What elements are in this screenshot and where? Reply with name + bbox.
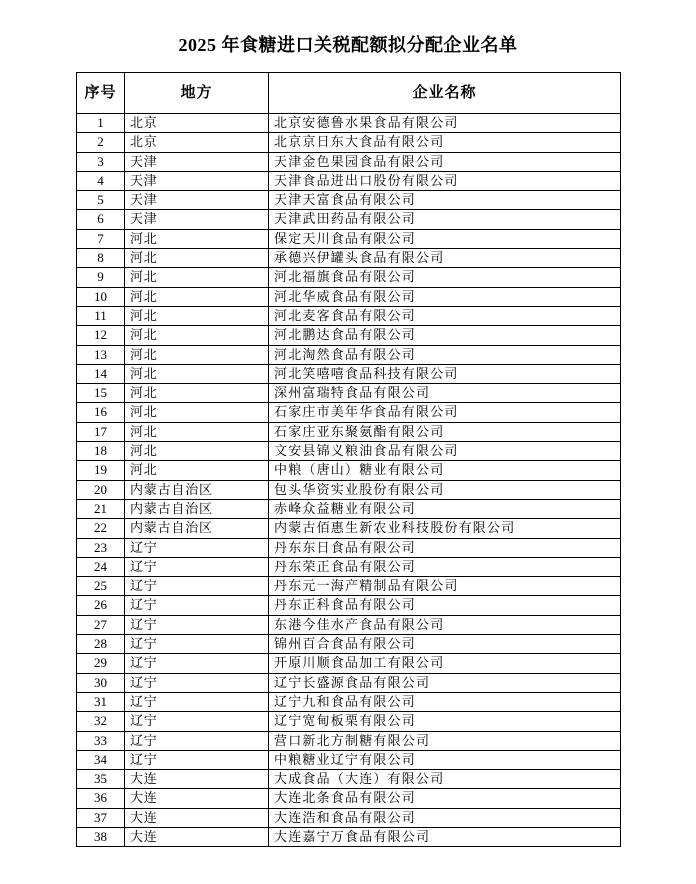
row-company: 大成食品（大连）有限公司 [268,770,620,788]
row-company: 北京安德鲁水果食品有限公司 [268,114,620,132]
row-region: 大连 [124,809,268,827]
row-company: 大连北条食品有限公司 [268,789,620,807]
row-region: 辽宁 [124,635,268,653]
row-region: 辽宁 [124,577,268,595]
table-row [77,229,620,248]
row-region: 大连 [124,828,268,846]
table-row [77,518,620,537]
document-title: 2025 年食糖进口关税配额拟分配企业名单 [178,35,518,55]
row-company: 内蒙古佰惠生新农业科技股份有限公司 [268,519,620,537]
row-company: 锦州百合食品有限公司 [268,635,620,653]
row-region: 河北 [124,307,268,325]
row-number: 24 [94,558,107,574]
row-region: 河北 [124,403,268,421]
table-row [77,634,620,653]
row-region: 内蒙古自治区 [124,481,268,499]
row-region: 河北 [124,249,268,267]
row-company: 河北福旗食品有限公司 [268,268,620,286]
row-number: 33 [94,732,107,748]
header-serial-number: 序号 [84,85,117,101]
header-company-name: 企业名称 [268,73,620,113]
table-row [77,711,620,730]
row-number: 12 [94,327,107,343]
row-company: 深州富瑞特食品有限公司 [268,384,620,402]
row-region: 河北 [124,423,268,441]
row-region: 北京 [124,133,268,151]
table-row [77,132,620,151]
row-company: 石家庄亚东聚氨酯有限公司 [268,423,620,441]
table-row [77,171,620,190]
row-region: 河北 [124,288,268,306]
row-company: 天津武田药品有限公司 [268,210,620,228]
row-region: 天津 [124,210,268,228]
row-number: 1 [97,115,104,130]
row-company: 辽宁九和食品有限公司 [268,693,620,711]
row-region: 河北 [124,461,268,479]
table-row [77,287,620,306]
row-company: 赤峰众益糖业有限公司 [268,500,620,518]
row-region: 北京 [124,114,268,132]
row-number: 31 [94,693,107,709]
row-company: 大连浩和食品有限公司 [268,809,620,827]
row-company: 丹东东日食品有限公司 [268,539,620,557]
row-number: 22 [94,520,107,536]
row-company: 丹东元一海产精制品有限公司 [268,577,620,595]
row-company: 营口新北方制糖有限公司 [268,732,620,750]
table-row [77,209,620,228]
row-company: 东港今佳水产食品有限公司 [268,616,620,634]
row-number: 23 [94,539,107,555]
row-region: 大连 [124,770,268,788]
table-row [77,673,620,692]
header-region: 地方 [124,73,268,113]
row-region: 内蒙古自治区 [124,500,268,518]
table-row [77,615,620,634]
row-region: 河北 [124,384,268,402]
row-number: 37 [94,809,107,825]
table-row [77,441,620,460]
row-number: 38 [94,828,107,844]
table-row [77,576,620,595]
row-company: 河北鹏达食品有限公司 [268,326,620,344]
row-region: 天津 [124,172,268,190]
table-row [77,306,620,325]
row-region: 河北 [124,442,268,460]
table-row [77,692,620,711]
row-number: 13 [94,346,107,362]
table-row [77,267,620,286]
row-number: 4 [97,172,104,188]
row-number: 14 [94,365,107,381]
table-row [77,152,620,171]
row-number: 36 [94,790,107,806]
row-company: 河北淘然食品有限公司 [268,346,620,364]
row-number: 19 [94,462,107,478]
row-company: 天津天富食品有限公司 [268,191,620,209]
row-company: 开原川顺食品加工有限公司 [268,654,620,672]
row-number: 30 [94,674,107,690]
table-row [77,499,620,518]
row-number: 34 [94,751,107,767]
row-number: 27 [94,616,107,632]
row-company: 文安县锦义粮油食品有限公司 [268,442,620,460]
row-company: 丹东荣正食品有限公司 [268,558,620,576]
row-company: 大连嘉宁万食品有限公司 [268,828,620,846]
row-company: 辽宁长盛源食品有限公司 [268,674,620,692]
row-company: 石家庄市美年华食品有限公司 [268,403,620,421]
row-region: 辽宁 [124,712,268,730]
row-number: 10 [94,288,107,304]
row-number: 17 [94,423,107,439]
row-region: 天津 [124,153,268,171]
row-number: 7 [97,230,104,246]
table-row [77,595,620,614]
row-region: 大连 [124,789,268,807]
row-number: 25 [94,578,107,594]
row-company: 丹东正科食品有限公司 [268,596,620,614]
row-number: 11 [94,307,107,323]
row-number: 35 [94,771,107,787]
table-row [77,557,620,576]
row-region: 河北 [124,365,268,383]
row-company: 中粮（唐山）糖业有限公司 [268,461,620,479]
row-region: 辽宁 [124,693,268,711]
row-region: 辽宁 [124,616,268,634]
row-company: 河北麦客食品有限公司 [268,307,620,325]
row-number: 8 [97,250,104,266]
table-row [77,808,620,827]
row-number: 21 [94,500,107,516]
row-number: 9 [97,269,104,285]
row-number: 26 [94,597,107,613]
table-row [77,731,620,750]
row-region: 河北 [124,346,268,364]
row-number: 20 [94,481,107,497]
row-number: 32 [94,713,107,729]
row-company: 保定天川食品有限公司 [268,230,620,248]
row-number: 5 [97,192,104,208]
company-list-table [76,72,621,847]
row-company: 天津金色果园食品有限公司 [268,153,620,171]
table-row [77,538,620,557]
row-number: 18 [94,443,107,459]
row-region: 辽宁 [124,674,268,692]
table-header-row [77,73,620,113]
row-company: 河北华威食品有限公司 [268,288,620,306]
table-row [77,345,620,364]
table-row [77,653,620,672]
row-region: 辽宁 [124,751,268,769]
row-company: 承德兴伊罐头食品有限公司 [268,249,620,267]
row-number: 29 [94,655,107,671]
row-company: 天津食品进出口股份有限公司 [268,172,620,190]
row-region: 天津 [124,191,268,209]
table-row [77,383,620,402]
row-number: 16 [94,404,107,420]
row-number: 15 [94,385,107,401]
row-region: 河北 [124,230,268,248]
row-number: 6 [97,211,104,227]
table-row [77,769,620,788]
row-region: 内蒙古自治区 [124,519,268,537]
table-row [77,325,620,344]
row-number: 28 [94,636,107,652]
row-region: 河北 [124,268,268,286]
table-row [77,402,620,421]
table-row [77,480,620,499]
table-row [77,113,620,132]
table-row [77,248,620,267]
row-company: 北京京日东大食品有限公司 [268,133,620,151]
row-region: 辽宁 [124,596,268,614]
row-region: 辽宁 [124,539,268,557]
row-company: 中粮糖业辽宁有限公司 [268,751,620,769]
row-number: 2 [97,134,104,150]
row-region: 辽宁 [124,732,268,750]
table-row [77,364,620,383]
row-company: 河北笑嘻嘻食品科技有限公司 [268,365,620,383]
row-number: 3 [97,153,104,169]
row-company: 辽宁宽甸板栗有限公司 [268,712,620,730]
row-region: 辽宁 [124,654,268,672]
table-row [77,788,620,807]
table-row [77,190,620,209]
row-company: 包头华资实业股份有限公司 [268,481,620,499]
table-row [77,460,620,479]
table-row [77,827,620,846]
row-region: 河北 [124,326,268,344]
table-row [77,750,620,769]
row-region: 辽宁 [124,558,268,576]
table-row [77,422,620,441]
